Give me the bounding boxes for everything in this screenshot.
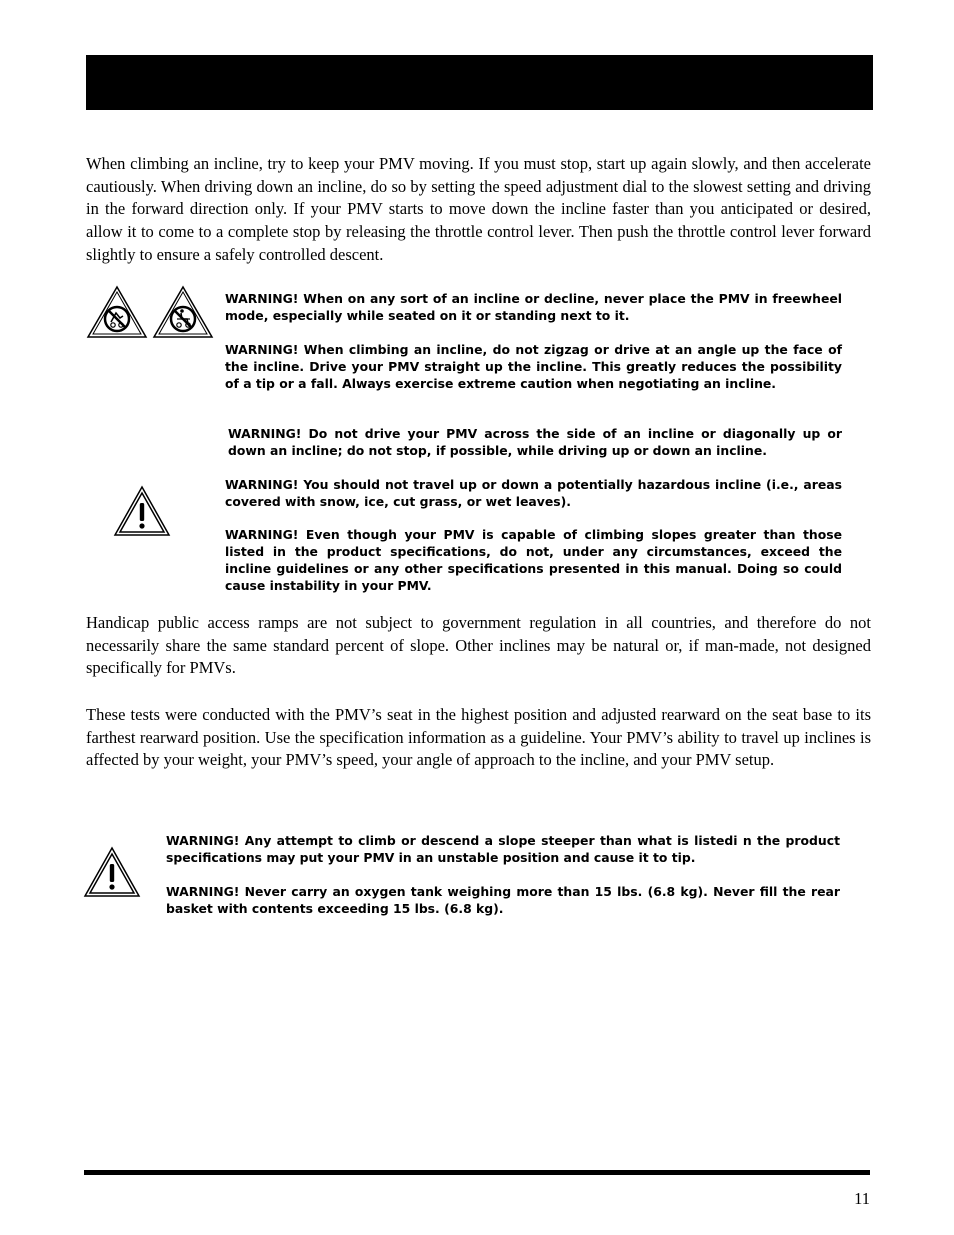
caution-exclamation-icon	[113, 485, 171, 537]
no-freewheel-prohibition-icon	[86, 285, 148, 339]
warning-zigzag: WARNING! When climbing an incline, do not zigzag or drive at an angle up the face of the incline. Drive your PMV straight up the incline. This greatly reduces the possibility of a tip or a fall. Always exercise extreme caution when negotiating an incline.	[225, 342, 842, 391]
footer-rule	[84, 1170, 870, 1175]
warning-exceed-guidelines: WARNING! Even though your PMV is capable of climbing slopes greater than those listed in the product specifications, do not, under any circumstances, exceed the incline guidelines or any other specifications presented in this manual. Doing so could cause instability in your PMV.	[225, 527, 842, 593]
caution-exclamation-icon	[83, 846, 141, 898]
incline-driving-paragraph: When climbing an incline, try to keep your PMV moving. If you must stop, start up again slowly, and then accelerate cautiously. When driving down an incline, do so by setting the speed adjustment dial to the slowest setting and driving in the forward direction only. If your PMV starts to move down the incline faster than you anticipated or desired, allow it to come to a complete stop by releasing the throttle control lever. Then push the throttle control lever forward slightly to ensure a safely controlled descent.	[86, 154, 871, 264]
page-number: 11	[854, 1189, 870, 1208]
warning-freewheel: WARNING! When on any sort of an incline or decline, never place the PMV in freewheel mode, especially while seated on it or standing next to it.	[225, 291, 842, 323]
tests-paragraph: These tests were conducted with the PMV’s seat in the highest position and adjusted rearward on the seat base to its farthest rearward position. Use the specification information as a guideline. Your PMV’s ability to travel up inclines is affected by your weight, your PMV’s speed, your angle of approach to the incline, and your PMV setup.	[86, 705, 871, 770]
warning-across-incline: WARNING! Do not drive your PMV across the side of an incline or diagonally up or down an incline; do not stop, if possible, while driving up or down an incline.	[228, 426, 842, 458]
ramps-paragraph: Handicap public access ramps are not subject to government regulation in all countries, and therefore do not necessarily share the same standard percent of slope. Other inclines may be natural or, if man-made, not designed specifically for PMVs.	[86, 613, 871, 678]
no-freewheel-seated-prohibition-icon	[152, 285, 214, 339]
warning-oxygen-tank: WARNING! Never carry an oxygen tank weighing more than 15 lbs. (6.8 kg). Never fill the rear basket with contents exceeding 15 lbs. (6.8 kg).	[166, 884, 840, 916]
warning-steeper-slope: WARNING! Any attempt to climb or descend a slope steeper than what is listedi n the product specifications may put your PMV in an unstable position and cause it to tip.	[166, 833, 840, 865]
section-header-bar	[86, 55, 873, 110]
warning-hazardous-incline: WARNING! You should not travel up or down a potentially hazardous incline (i.e., areas covered with snow, ice, cut grass, or wet leaves).	[225, 477, 842, 509]
